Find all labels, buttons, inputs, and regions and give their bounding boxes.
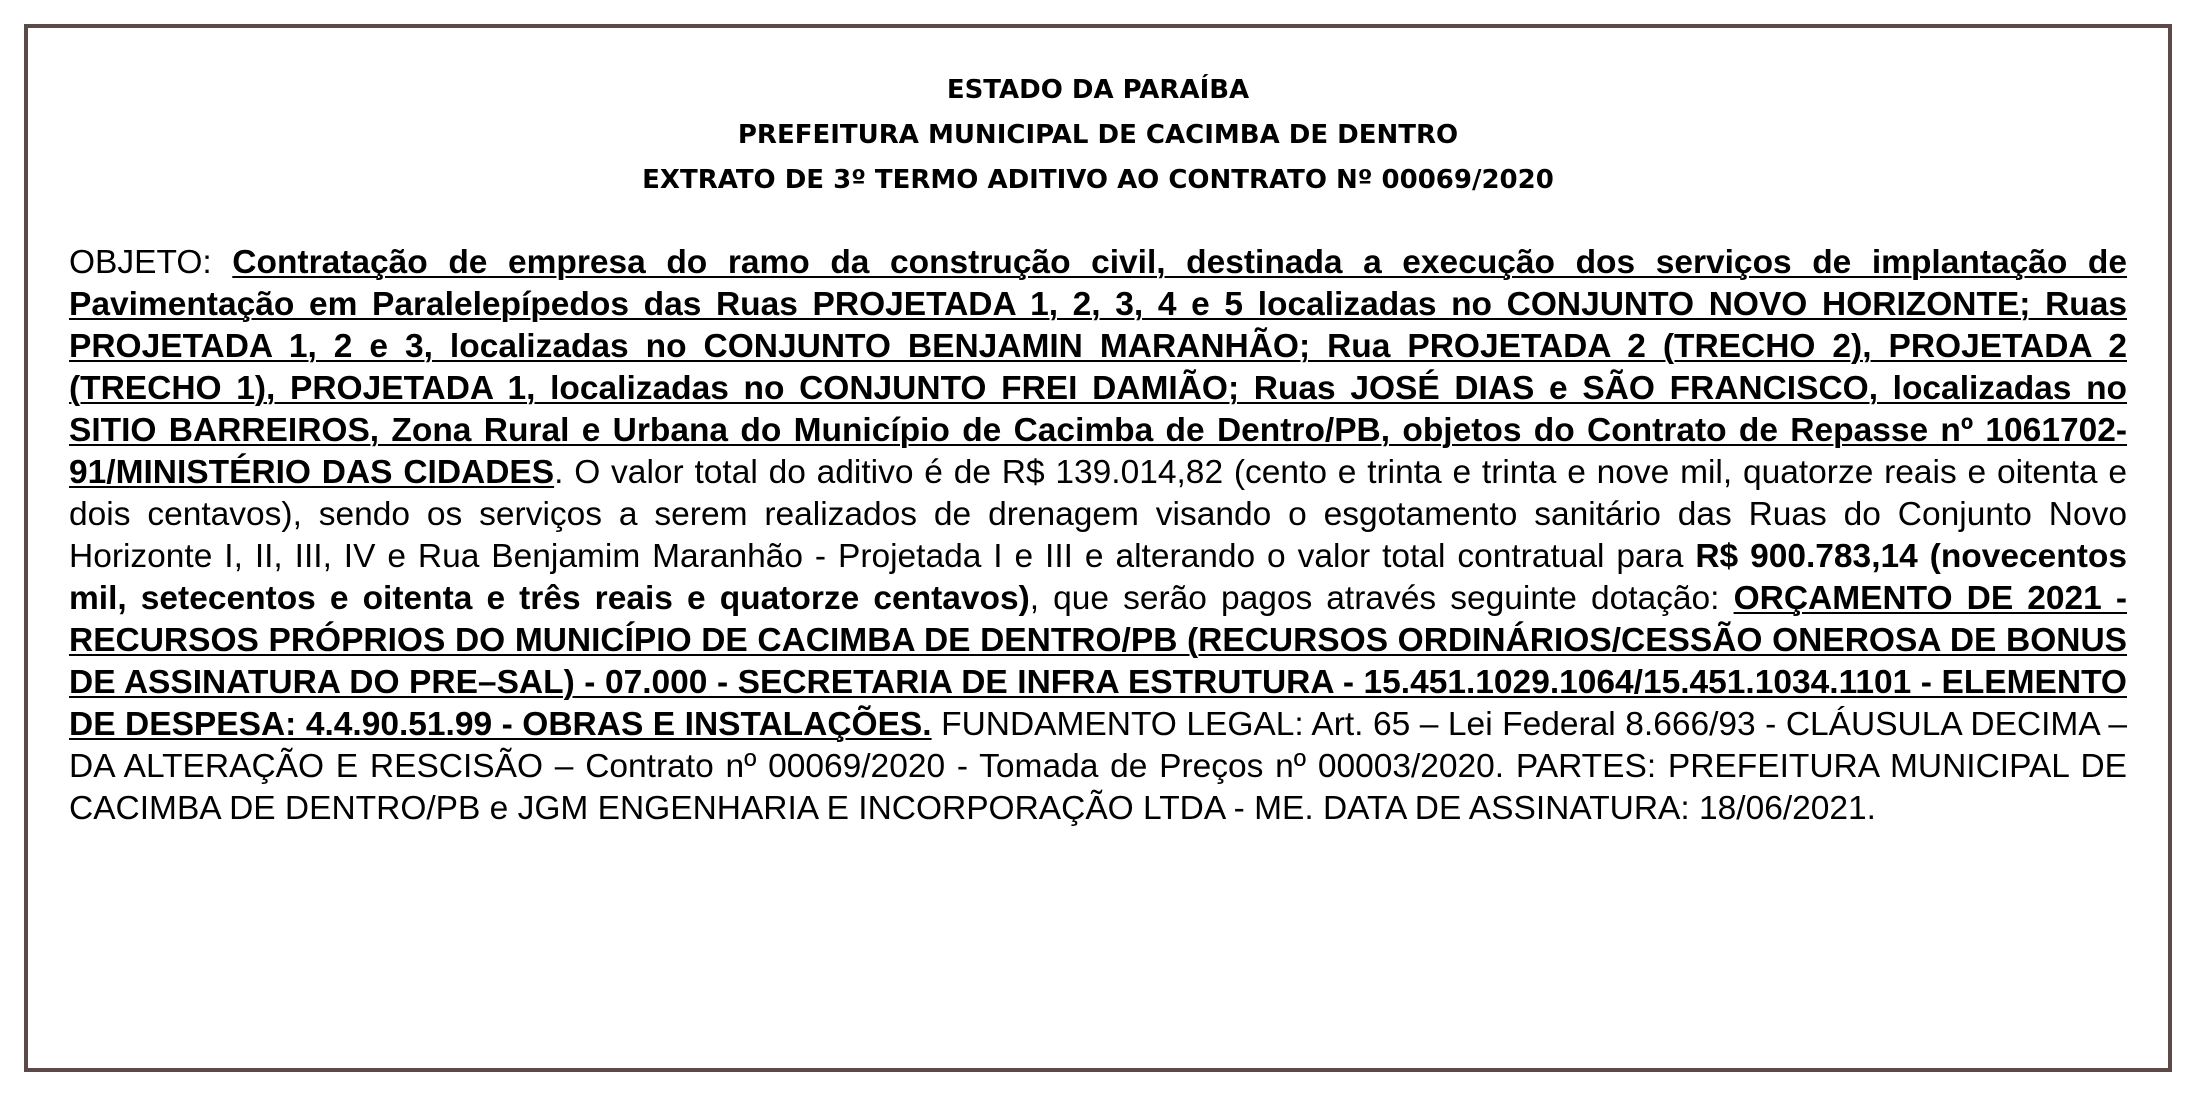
dotacao-orcamentaria: ORÇAMENTO DE 2021 - RECURSOS PRÓPRIOS DO MUNICÍPIO DE CACIMBA DE DENTRO/PB (RECURSOS ORDINÁRIOS/CESSÃO ONEROSA DE BONUS DE ASSINATURA DO PRE–SAL) - 07.000 - SECRETARIA DE INFRA ESTRUTURA - 15.451.1029.1064/15.451.1034.1101 - ELEMENTO DE DESPESA: 4.4.90.51.99 - OBRAS E INSTALAÇÕES.	[69, 580, 2127, 743]
valor-total-contratual: R$ 900.783,14 (novecentos mil, setecentos e oitenta e três reais e quatorze centavos)	[69, 538, 2127, 617]
document-frame	[24, 24, 2172, 1072]
extract-body	[69, 242, 2127, 830]
state-title: ESTADO DA PARAÍBA	[946, 75, 1250, 105]
extract-title: EXTRATO DE 3º TERMO ADITIVO AO CONTRATO Nº 00069/2020	[642, 165, 1554, 195]
dotacao-text: , que serão pagos através seguinte dotação:	[1029, 580, 1734, 617]
document-header	[28, 68, 2168, 203]
objeto-label: OBJETO:	[69, 244, 233, 281]
fundamento-legal-text: FUNDAMENTO LEGAL: Art. 65 – Lei Federal 8.666/93 - CLÁUSULA DECIMA – DA ALTERAÇÃO E RESCISÃO – Contrato nº 00069/2020 - Tomada de Preços nº 00003/2020. PARTES: PREFEITURA MUNICIPAL DE CACIMBA DE DENTRO/PB e JGM ENGENHARIA E INCORPORAÇÃO LTDA - ME. DATA DE ASSINATURA: 18/06/2021.	[69, 706, 2127, 827]
valor-aditivo-text: . O valor total do aditivo é de R$ 139.014,82 (cento e trinta e trinta e nove mil, quatorze reais e oitenta e dois centavos), sendo os serviços a serem realizados de drenagem visando o esgotamento sanitário das Ruas do Conjunto Novo Horizonte I, II, III, IV e Rua Benjamim Maranhão - Projetada I e III e alterando o valor total contratual para	[69, 454, 2127, 575]
municipality-title: PREFEITURA MUNICIPAL DE CACIMBA DE DENTRO	[737, 120, 1459, 150]
objeto-description: Contratação de empresa do ramo da construção civil, destinada a execução dos serviços de implantação de Pavimentação em Paralelepípedos das Ruas PROJETADA 1, 2, 3, 4 e 5 localizadas no CONJUNTO NOVO HORIZONTE; Ruas PROJETADA 1, 2 e 3, localizadas no CONJUNTO BENJAMIN MARANHÃO; Rua PROJETADA 2 (TRECHO 2), PROJETADA 2 (TRECHO 1), PROJETADA 1, localizadas no CONJUNTO FREI DAMIÃO; Ruas JOSÉ DIAS e SÃO FRANCISCO, localizadas no SITIO BARREIROS, Zona Rural e Urbana do Município de Cacimba de Dentro/PB, objetos do Contrato de Repasse nº 1061702-91/MINISTÉRIO DAS CIDADES	[69, 244, 2128, 491]
